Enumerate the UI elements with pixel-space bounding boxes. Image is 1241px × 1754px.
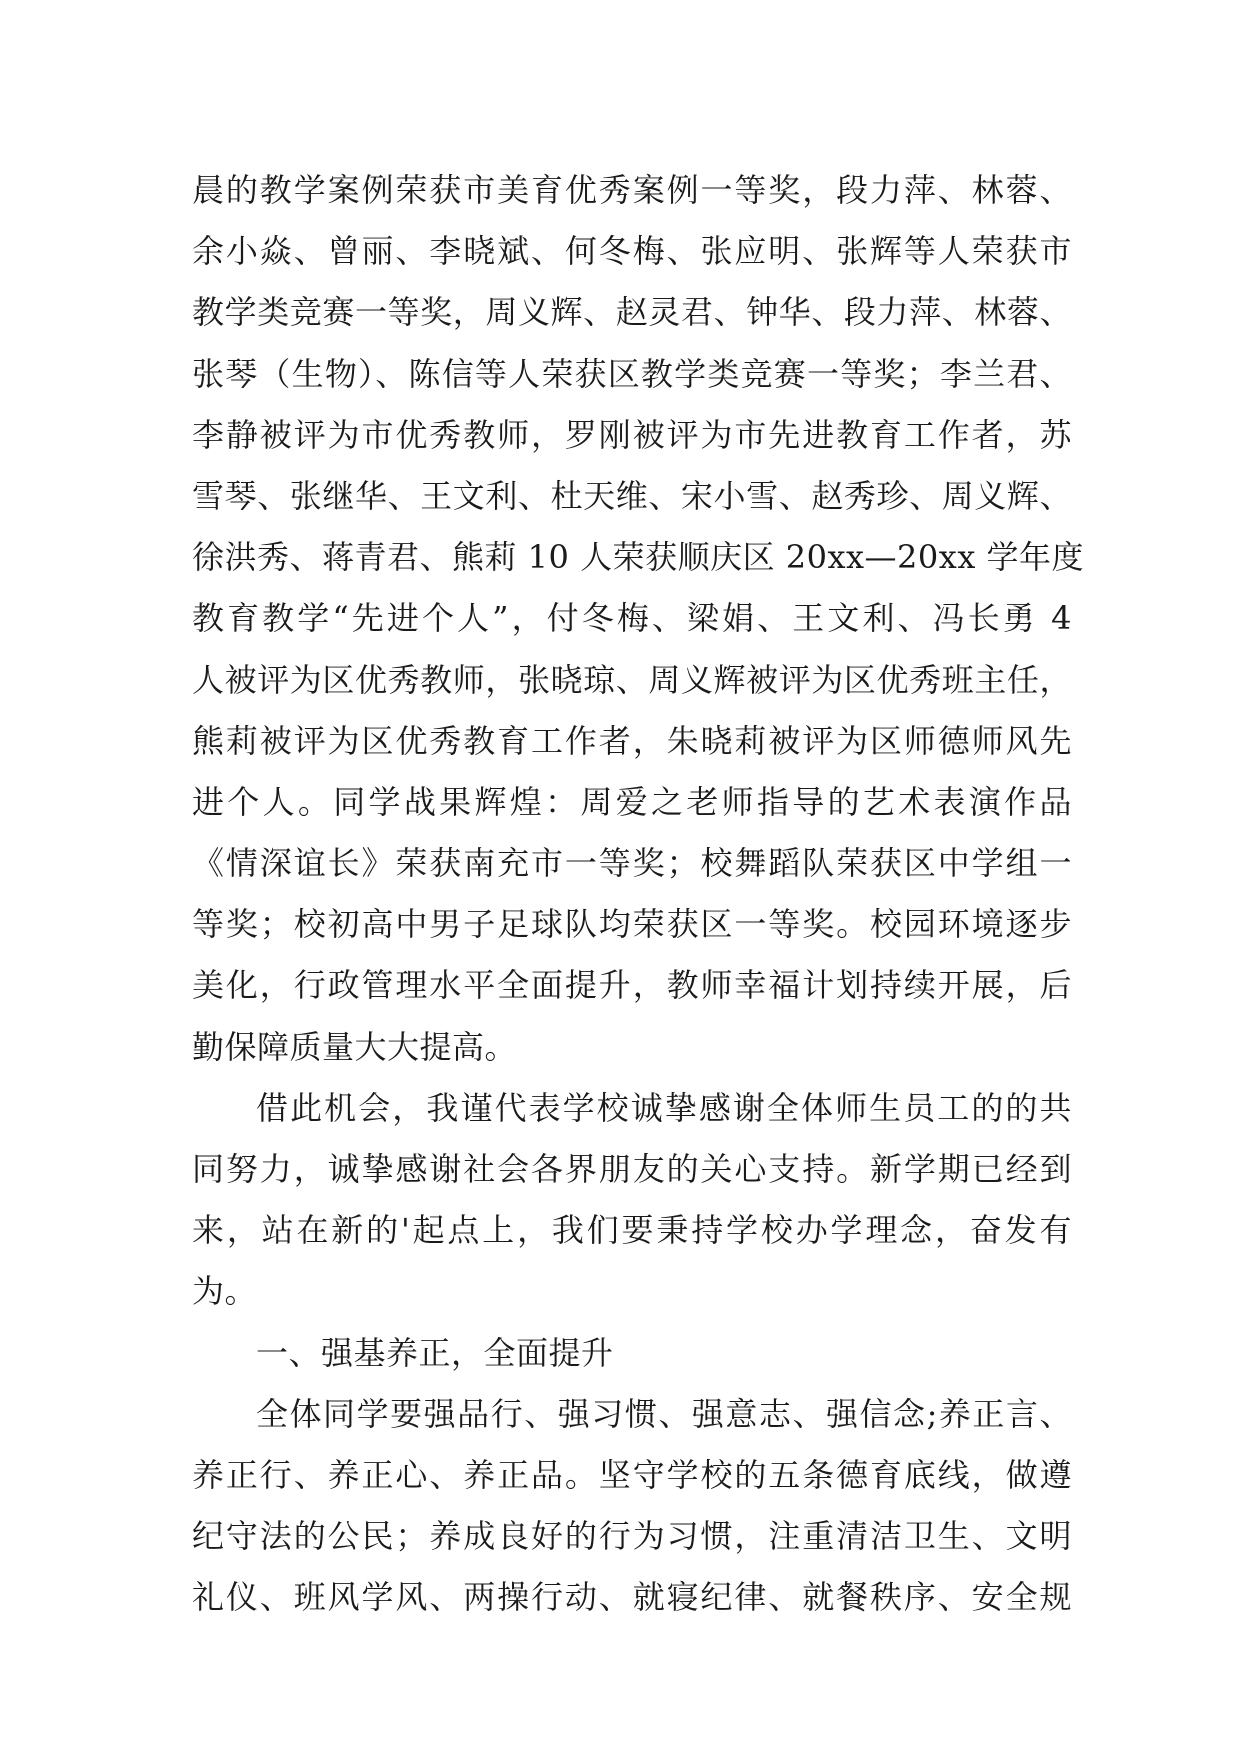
text-line: 徐洪秀、蒋青君、熊莉 10 人荣获顺庆区 20xx—20xx 学年度 — [192, 538, 1085, 577]
paragraph-students — [192, 1384, 1072, 1629]
text-line: 全体同学要强品行、强习惯、强意志、强信念;养正言、 — [256, 1394, 1072, 1433]
section-heading-text: 一、强基养正，全面提升 — [256, 1333, 614, 1372]
paragraph-thanks — [192, 1078, 1072, 1323]
text-line: 等奖；校初高中男子足球队均荣获区一等奖。校园环境逐步 — [192, 905, 1072, 944]
text-line: 熊莉被评为区优秀教育工作者，朱晓莉被评为区师德师风先 — [192, 721, 1072, 760]
text-line: 《情深谊长》荣获南充市一等奖；校舞蹈队荣获区中学组一 — [192, 844, 1072, 883]
text-line: 雪琴、张继华、王文利、杜天维、宋小雪、赵秀珍、周义辉、 — [192, 476, 1072, 515]
text-line: 礼仪、班风学风、两操行动、就寝纪律、就餐秩序、安全规 — [192, 1578, 1072, 1617]
text-line: 勤保障质量大大提高。 — [192, 1027, 518, 1066]
body-text — [192, 160, 1085, 1629]
text-line: 李静被评为市优秀教师，罗刚被评为市先进教育工作者，苏 — [192, 415, 1072, 454]
text-line: 为。 — [192, 1272, 258, 1311]
text-line: 余小焱、曾丽、李晓斌、何冬梅、张应明、张辉等人荣获市 — [192, 232, 1072, 271]
text-line: 教育教学“先进个人”，付冬梅、梁娟、王文利、冯长勇 4 — [192, 599, 1072, 638]
section-heading — [192, 1323, 1072, 1384]
text-line: 纪守法的公民；养成良好的行为习惯，注重清洁卫生、文明 — [192, 1517, 1072, 1556]
text-line: 同努力，诚挚感谢社会各界朋友的关心支持。新学期已经到 — [192, 1150, 1072, 1188]
text-line: 来，站在新的'起点上，我们要秉持学校办学理念，奋发有 — [192, 1211, 1072, 1250]
text-line: 张琴（生物）、陈信等人荣获区教学类竞赛一等奖；李兰君、 — [192, 354, 1072, 393]
text-line: 教学类竞赛一等奖，周义辉、赵灵君、钟华、段力萍、林蓉、 — [192, 293, 1072, 332]
text-line: 借此机会，我谨代表学校诚挚感谢全体师生员工的的共 — [256, 1088, 1072, 1127]
text-line: 进个人。同学战果辉煌：周爱之老师指导的艺术表演作品 — [192, 782, 1072, 821]
text-line: 晨的教学案例荣获市美育优秀案例一等奖，段力萍、林蓉、 — [192, 171, 1072, 209]
paragraph-awards — [192, 160, 1085, 1078]
text-line: 美化，行政管理水平全面提升，教师幸福计划持续开展，后 — [192, 966, 1072, 1005]
text-line: 人被评为区优秀教师，张晓琼、周义辉被评为区优秀班主任， — [192, 660, 1072, 699]
text-line: 养正行、养正心、养正品。坚守学校的五条德育底线，做遵 — [192, 1455, 1072, 1494]
